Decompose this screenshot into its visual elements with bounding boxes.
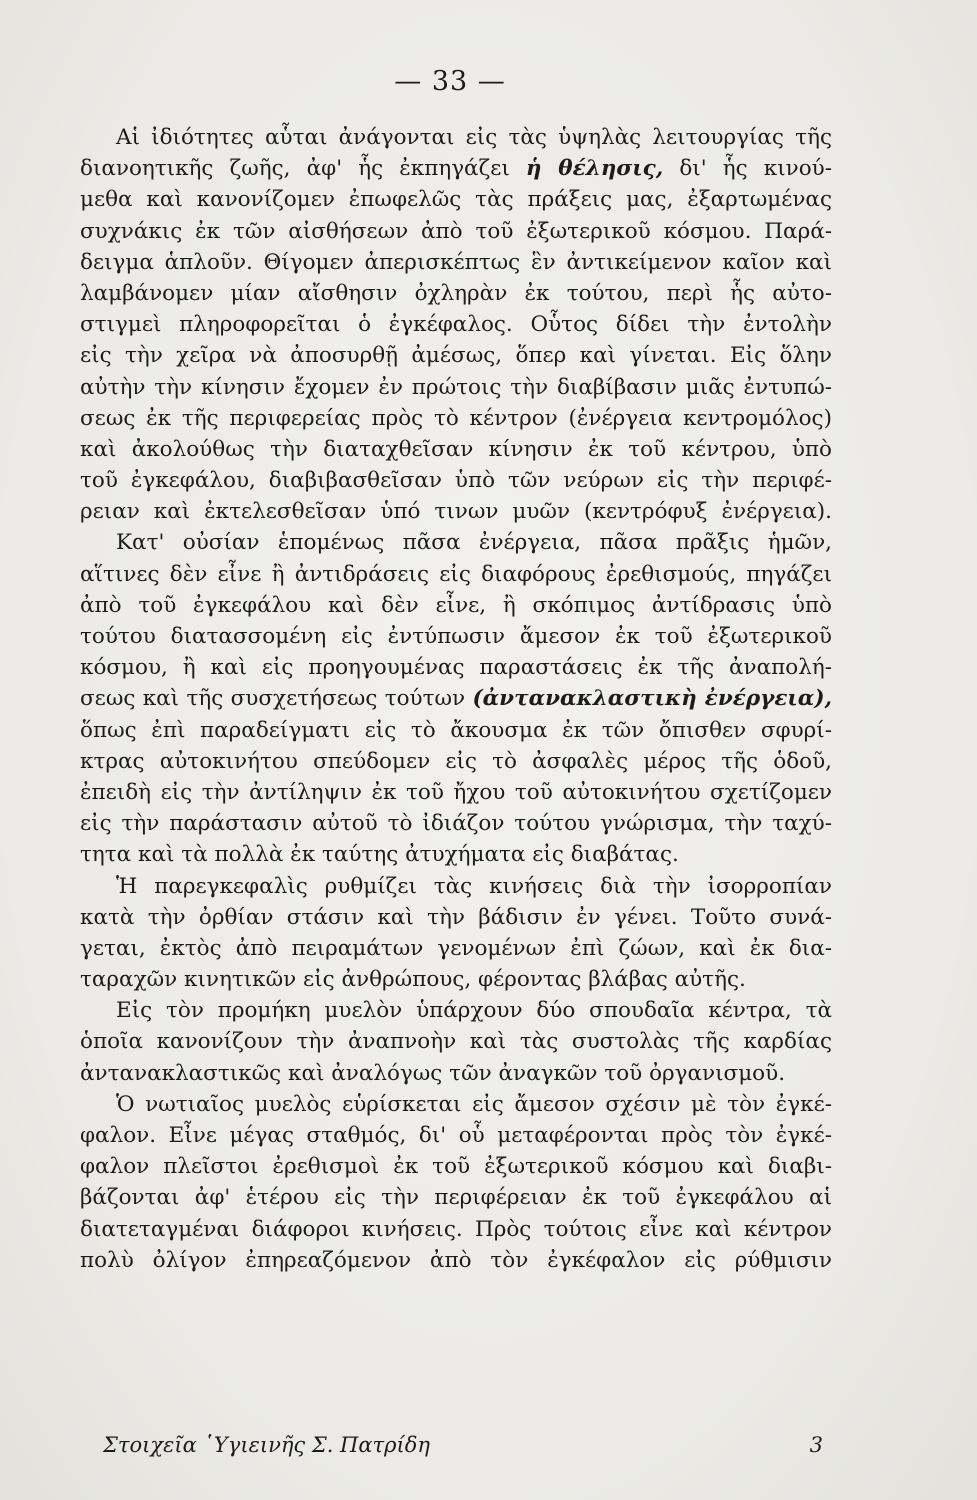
text-segment: δι' ἧς κινού- — [663, 156, 832, 182]
text-segment: Ὁ νωτιαῖος μυελὸς εὑρίσκεται εἰς ἄμεσον σχέσιν μὲ τὸν ἐγκέ- — [116, 1091, 832, 1117]
text-line — [80, 933, 832, 964]
text-line — [80, 496, 832, 527]
text-line — [80, 808, 832, 839]
text-line — [80, 590, 832, 621]
text-segment: βάζονται ἀφ' ἑτέρου εἰς τὴν περιφέρειαν ἐκ τοῦ ἐγκεφάλου αἱ — [80, 1185, 832, 1211]
text-line — [80, 309, 832, 340]
text-line — [80, 184, 832, 215]
text-segment: εἰς τὴν χεῖρα νὰ ἀποσυρθῇ ἀμέσως, ὅπερ καὶ γίνεται. Εἰς ὅλην — [80, 343, 832, 369]
text-line — [80, 1214, 832, 1245]
text-line — [80, 247, 832, 278]
text-segment: τητα καὶ τὰ πολλὰ ἐκ ταύτης ἀτυχήματα εἰς διαβάτας. — [80, 842, 679, 868]
text-line — [80, 621, 832, 652]
text-line — [80, 122, 832, 153]
text-segment: καὶ ἀκολούθως τὴν διαταχθεῖσαν κίνησιν ἐκ τοῦ κέντρου, ὑπὸ — [80, 436, 832, 462]
text-line — [80, 372, 832, 403]
signature-title: Στοιχεῖα ῾Υγιεινῆς Σ. Πατρίδη — [103, 1433, 430, 1457]
text-line — [80, 153, 832, 184]
text-line — [80, 1120, 832, 1151]
text-segment: διανοητικῆς ζωῆς, ἀφ' ἧς ἐκπηγάζει — [80, 156, 526, 182]
printer-signature — [103, 1433, 823, 1457]
text-line — [80, 652, 832, 683]
text-line — [80, 871, 832, 902]
text-segment: τοῦ ἐγκεφάλου, διαβιβασθεῖσαν ὑπὸ τῶν νεύρων εἰς τὴν περιφέ- — [80, 468, 832, 494]
text-segment: πολὺ ὀλίγον ἐπηρεαζόμενον ἀπὸ τὸν ἐγκέφαλον εἰς ρύθμισιν — [80, 1247, 832, 1273]
emphasized-term: (ἀντανακλαστικὴ ἐνέργεια), — [472, 686, 832, 712]
text-line — [80, 434, 832, 465]
text-segment: αἵτινες δὲν εἶνε ἢ ἀντιδράσεις εἰς διαφόρους ἐρεθισμούς, πηγάζει — [80, 561, 832, 587]
text-line — [80, 1058, 832, 1089]
text-segment: κατὰ τὴν ὀρθίαν στάσιν καὶ τὴν βάδισιν ἐν γένει. Τοῦτο συνά- — [80, 904, 832, 930]
text-segment: ἐπειδὴ εἰς τὴν ἀντίληψιν ἐκ τοῦ ἤχου τοῦ αὐτοκινήτου σχετίζομεν — [80, 779, 832, 805]
text-segment: κόσμου, ἢ καὶ εἰς προηγουμένας παραστάσεις ἐκ τῆς ἀναπολή- — [80, 655, 832, 681]
emphasized-term: ἡ θέλησις, — [525, 156, 664, 182]
text-segment: ὁποῖα κανονίζουν τὴν ἀναπνοὴν καὶ τὰς συστολὰς τῆς καρδίας — [80, 1029, 832, 1055]
text-segment: Ἡ παρεγκεφαλὶς ρυθμίζει τὰς κινήσεις διὰ τὴν ἰσορροπίαν — [116, 873, 832, 899]
text-segment: ἀπὸ τοῦ ἐγκεφάλου καὶ δὲν εἶνε, ἢ σκόπιμος ἀντίδρασις ὑπὸ — [80, 592, 832, 618]
text-segment: συχνάκις ἐκ τῶν αἰσθήσεων ἀπὸ τοῦ ἐξωτερικοῦ κόσμου. Παρά- — [80, 218, 832, 244]
text-line — [80, 527, 832, 558]
text-segment: φαλον. Εἶνε μέγας σταθμός, δι' οὗ μεταφέρονται πρὸς τὸν ἐγκέ- — [80, 1123, 832, 1148]
text-line — [80, 683, 832, 714]
text-line — [80, 216, 832, 247]
text-line — [80, 403, 832, 434]
text-segment: μεθα καὶ κανονίζομεν ἐπωφελῶς τὰς πράξεις μας, ἐξαρτωμένας — [80, 187, 832, 213]
text-segment: τούτου διατασσομένη εἰς ἐντύπωσιν ἄμεσον ἐκ τοῦ ἐξωτερικοῦ — [80, 624, 832, 649]
text-line — [80, 777, 832, 808]
text-segment: ἀντανακλαστικῶς καὶ ἀναλόγως τῶν ἀναγκῶν τοῦ ὀργανισμοῦ. — [80, 1060, 786, 1086]
text-line — [80, 1026, 832, 1057]
text-line — [80, 746, 832, 777]
text-segment: αὐτὴν τὴν κίνησιν ἔχομεν ἐν πρώτοις τὴν διαβίβασιν μιᾶς ἐντυπώ- — [80, 374, 832, 400]
text-segment: στιγμεὶ πληροφορεῖται ὁ ἐγκέφαλος. Οὗτος δίδει τὴν ἐντολὴν — [80, 312, 832, 338]
text-line — [80, 1245, 832, 1276]
text-line — [80, 1151, 832, 1182]
body-text — [80, 122, 832, 1276]
text-line — [80, 340, 832, 371]
text-line — [80, 902, 832, 933]
text-segment: ρειαν καὶ ἐκτελεσθεῖσαν ὑπό τινων μυῶν (κεντρόφυξ ἐνέργεια). — [80, 499, 832, 525]
page-number: — 33 — — [394, 66, 506, 97]
text-segment: εἰς τὴν παράστασιν αὐτοῦ τὸ ἰδιάζον τούτου γνώρισμα, τὴν ταχύ- — [80, 811, 832, 837]
text-line — [80, 995, 832, 1026]
text-segment: Κατ' οὐσίαν ἑπομένως πᾶσα ἐνέργεια, πᾶσα πρᾶξις ἡμῶν, — [116, 530, 832, 556]
text-line — [80, 839, 832, 870]
text-line — [80, 1089, 832, 1120]
text-segment: δειγμα ἁπλοῦν. Θίγομεν ἀπερισκέπτως ἓν ἀντικείμενον καῖον καὶ — [80, 249, 832, 275]
sheet-number: 3 — [809, 1433, 823, 1457]
text-line — [80, 559, 832, 590]
text-segment: σεως ἐκ τῆς περιφερείας πρὸς τὸ κέντρον (ἐνέργεια κεντρομόλος) — [80, 405, 832, 431]
text-line — [80, 465, 832, 496]
text-line — [80, 1182, 832, 1213]
text-line — [80, 964, 832, 995]
text-segment: διατεταγμέναι διάφοροι κινήσεις. Πρὸς τούτοις εἶνε καὶ κέντρον — [80, 1216, 832, 1242]
text-segment: φαλον πλεῖστοι ἐρεθισμοὶ ἐκ τοῦ ἐξωτερικοῦ κόσμου καὶ διαβι- — [80, 1154, 832, 1180]
text-segment: γεται, ἐκτὸς ἀπὸ πειραμάτων γενομένων ἐπὶ ζώων, καὶ ἐκ δια- — [80, 935, 832, 961]
text-segment: Εἰς τὸν προμήκη μυελὸν ὑπάρχουν δύο σπουδαῖα κέντρα, τὰ — [116, 998, 832, 1024]
text-line — [80, 715, 832, 746]
text-line — [80, 278, 832, 309]
text-segment: κτρας αὐτοκινήτου σπεύδομεν εἰς τὸ ἀσφαλὲς μέρος τῆς ὁδοῦ, — [80, 748, 832, 774]
text-segment: ὅπως ἐπὶ παραδείγματι εἰς τὸ ἄκουσμα ἐκ τῶν ὄπισθεν σφυρί- — [80, 717, 832, 743]
text-segment: λαμβάνομεν μίαν αἴσθησιν ὀχληρὰν ἐκ τούτου, περὶ ἧς αὐτο- — [80, 280, 832, 306]
text-segment: σεως καὶ τῆς συσχετήσεως τούτων — [80, 686, 473, 712]
text-segment: Αἱ ἰδιότητες αὗται ἀνάγονται εἰς τὰς ὑψηλὰς λειτουργίας τῆς — [116, 125, 832, 150]
text-segment: ταραχῶν κινητικῶν εἰς ἀνθρώπους, φέροντας βλάβας αὐτῆς. — [80, 967, 746, 993]
